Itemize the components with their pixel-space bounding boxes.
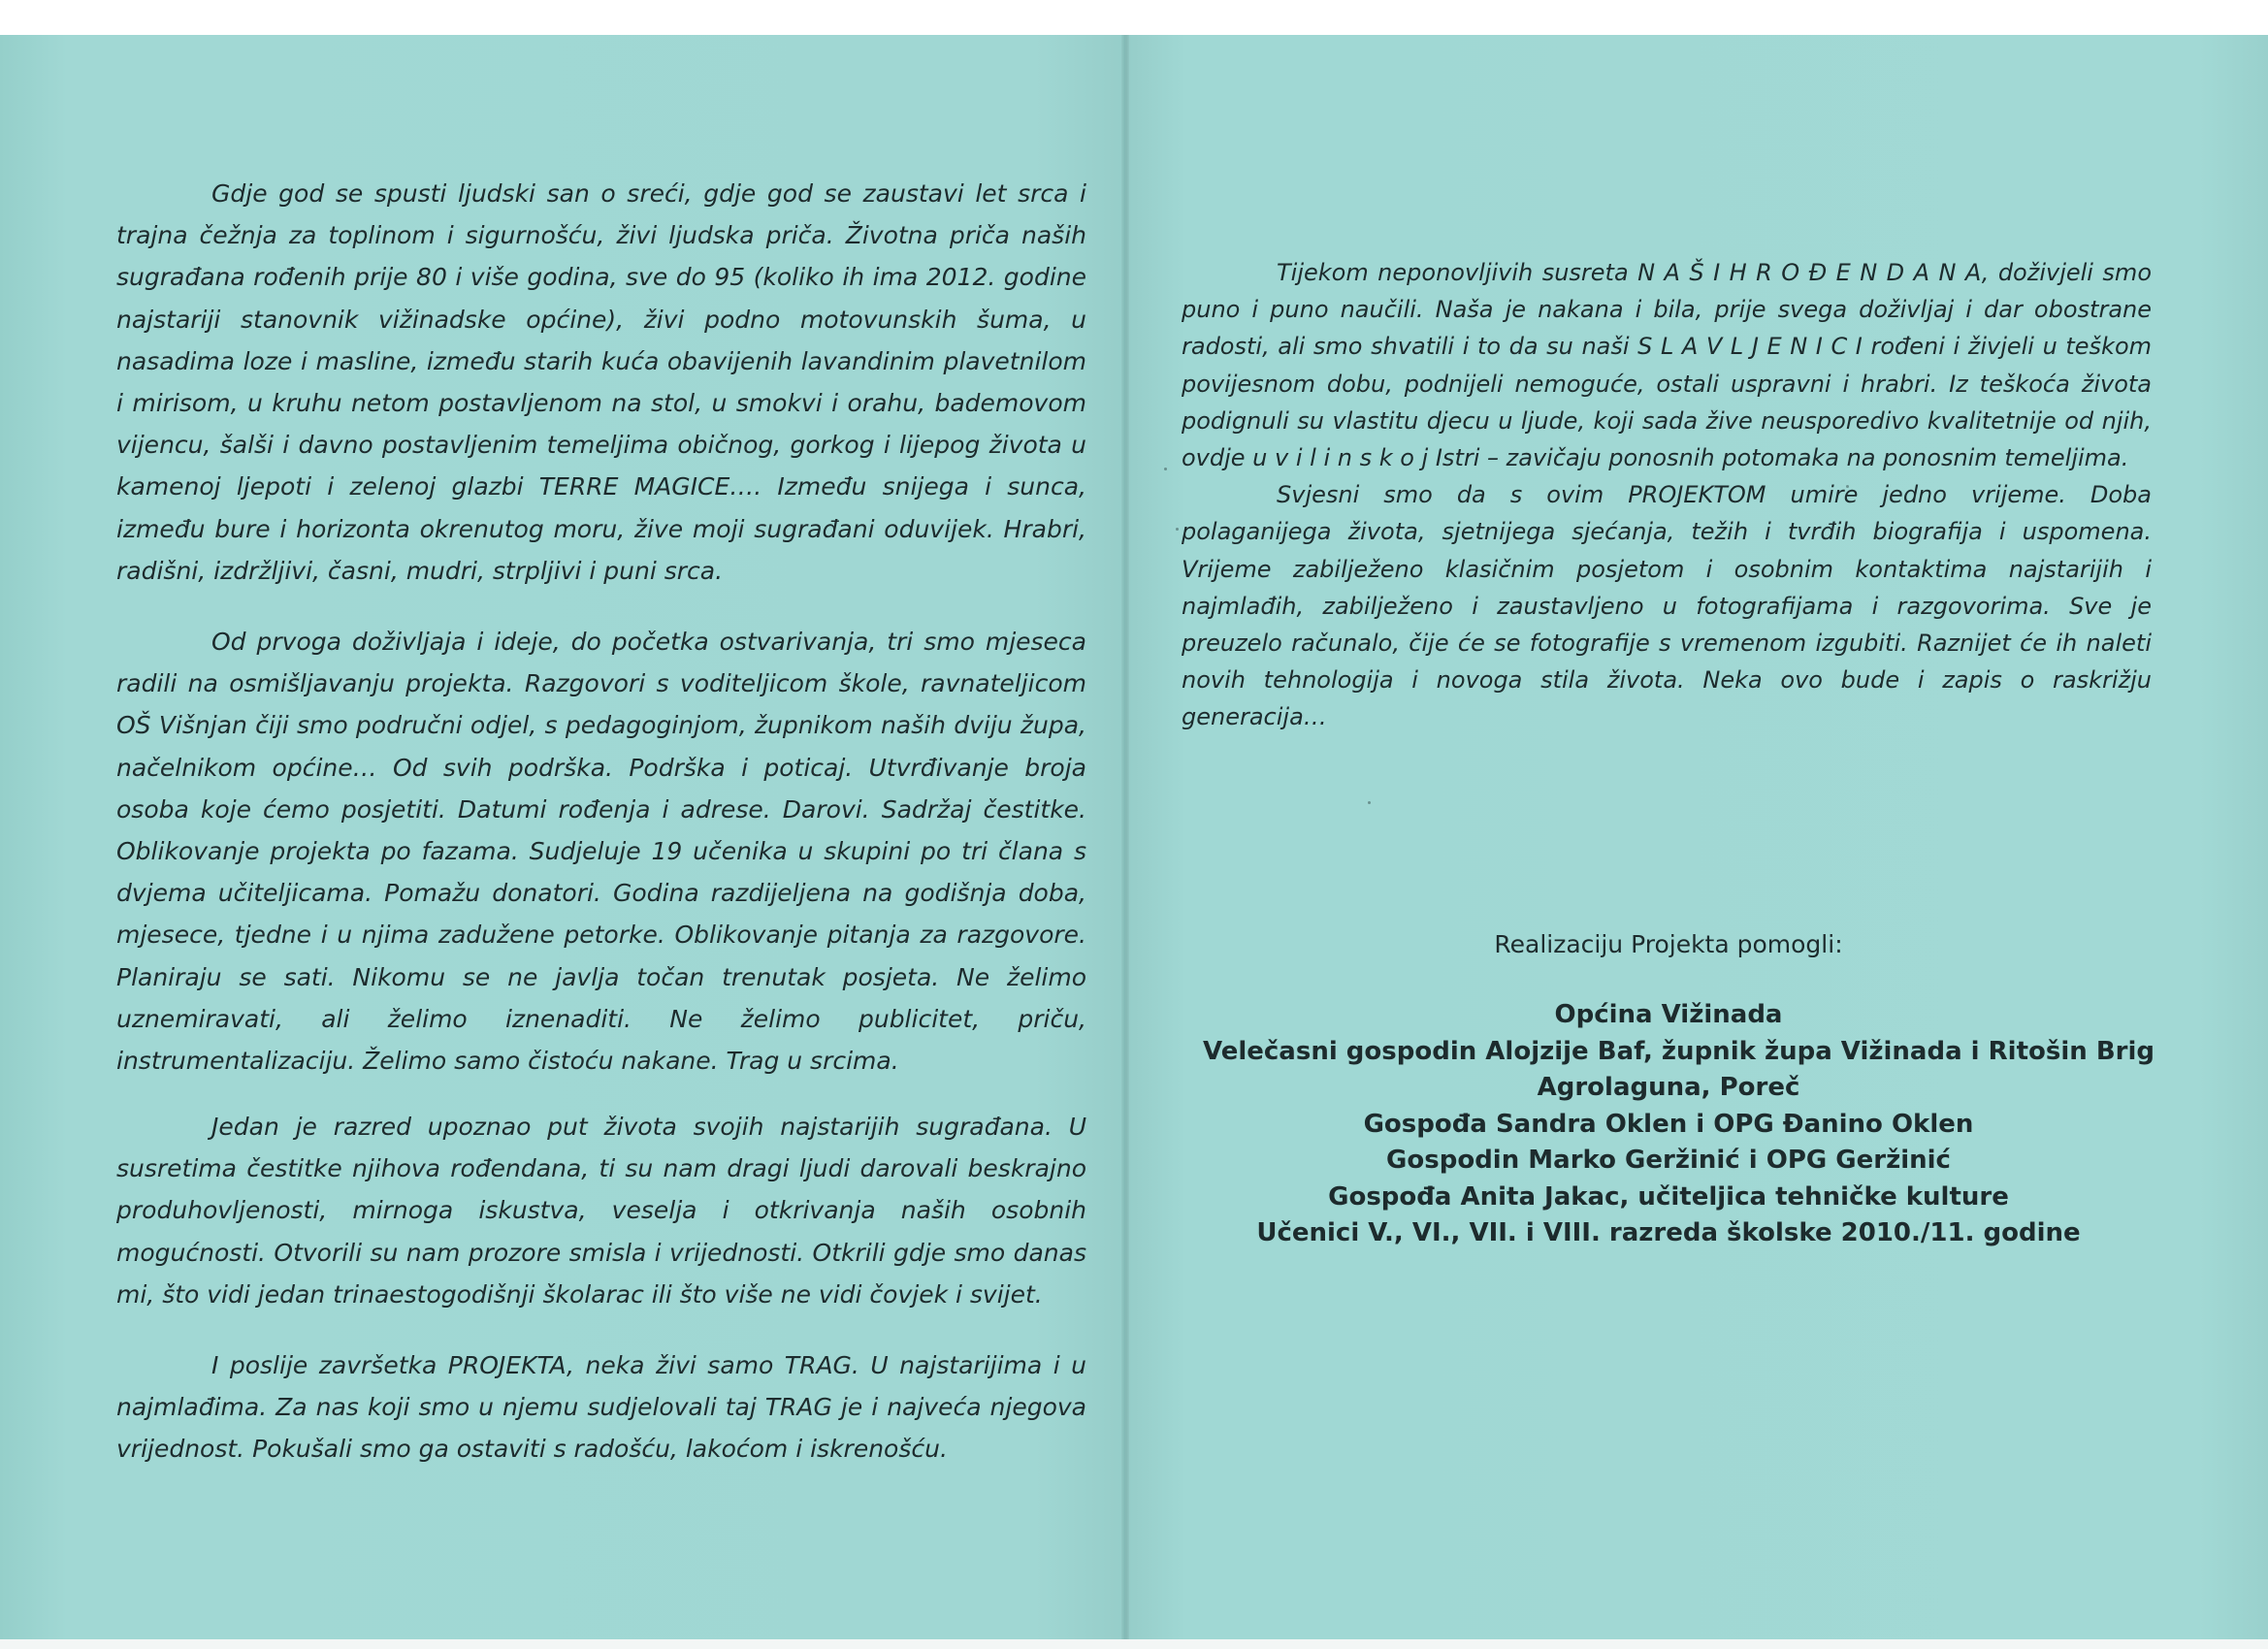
left-paragraph-3: Jedan je razred upoznao put života svojih najstarijih sugrađana. U susretima čestitke njihova rođendana, ti su nam dragi ljudi darovali beskrajno produhovljenosti, mirnoga iskustva, veselja i otkrivanja naših osobnih mogućnosti. Otvorili su nam prozore smisla i vrijednosti. Otkrili gdje smo danas mi, što vidi jedan trinaestogodišnji školarac ili što više ne vidi čovjek i svijet. [116,1113,1086,1309]
credit-line: Gospodin Marko Geržinić i OPG Geržinić [1386,1146,1951,1175]
left-paragraph-2: Od prvoga doživljaja i ideje, do početka ostvarivanja, tri smo mjeseca radili na osmišljavanju projekta. Razgovori s voditeljicom škole, ravnateljicom OŠ Višnjan čiji smo područni odjel, s pedagoginjom, župnikom naših dviju župa, načelnikom općine… Od svih podrška. Podrška i poticaj. Utvrđivanje broja osoba koje ćemo posjetiti. Datumi rođenja i adrese. Darovi. Sadržaj čestitke. Oblikovanje projekta po fazama. Sudjeluje 19 učenika u skupini po tri člana s dvjema učiteljicama. Pomažu donatori. Godina razdijeljena na godišnja doba, mjesece, tjedne i u njima zadužene petorke. Oblikovanje pitanja za razgovore. Planiraju se sati. Nikomu se ne javlja točan trenutak posjeta. Ne želimo uznemiravati, ali želimo iznenaditi. Ne želimo publicitet, priču, instrumentalizaciju. Želimo samo čistoću nakane. Trag u srcima. [116,628,1086,1076]
credit-line: Agrolaguna, Poreč [1537,1073,1800,1102]
left-page [0,35,1125,1649]
credit-line: Učenici V., VI., VII. i VIII. razreda školske 2010./11. godine [1256,1218,2081,1247]
left-paragraph-1: Gdje god se spusti ljudski san o sreći, gdje god se zaustavi let srca i trajna čežnja za toplinom i sigurnošću, živi ljudska priča. Životna priča naših sugrađana rođenih prije 80 i više godina, sve do 95 (koliko ih ima 2012. godine najstariji stanovnik vižinadske općine), živi podno motovunskih šuma, u nasadima loze i masline, između starih kuća obavijenih lavandinim plavetnilom i mirisom, u kruhu netom postavljenom na stol, u smokvi i orahu, bademovom vijencu, šalši i davno postavljenim temeljima običnog, gorkog i lijepog života u kamenoj ljepoti i zelenoj glazbi TERRE MAGICE…. Između snijega i sunca, između bure i horizonta okrenutog moru, žive moji sugrađani oduvijek. Hrabri, radišni, izdržljivi, časni, mudri, strpljivi i puni srca. [116,179,1086,585]
right-text-block [1182,254,2152,736]
paper-speck [1846,485,1849,488]
credits-heading: Realizaciju Projekta pomogli: [1494,930,1843,958]
left-paragraph-4: I poslije završetka PROJEKTA, neka živi samo TRAG. U najstarijima i u najmlađima. Za nas koji smo u njemu sudjelovali taj TRAG je i najveća njegova vrijednost. Pokušali smo ga ostaviti s radošću, lakoćom i iskrenošću. [116,1351,1086,1464]
right-paragraph-2: Svjesni smo da s ovim PROJEKTOM umire jedno vrijeme. Doba polaganijega života, sjetnijega sjećanja, težih i tvrđih biografija i uspomena. Vrijeme zabilježeno klasičnim posjetom i osobnim kontaktima najstarijih i najmlađih, zabilježeno i zaustavljeno u fotografijama i razgovorima. Sve je preuzelo računalo, čije će se fotografije s vremenom izgubiti. Raznijet će ih naleti novih tehnologija i novoga stila života. Neka ovo bude i zapis o raskrižju generacija… [1182,481,2152,731]
credits-section [1203,925,2155,1252]
credit-line: Velečasni gospodin Alojzije Baf, župnik župa Vižinada i Ritošin Brig [1203,1036,2155,1066]
brochure-sheet [0,35,2268,1649]
credit-line: Općina Vižinada [1554,1000,1783,1029]
credit-line: Gospođa Sandra Oklen i OPG Đanino Oklen [1363,1109,1974,1139]
paper-speck [1176,528,1179,531]
paper-speck [1164,468,1167,470]
scan-edge [0,1639,2268,1649]
paper-speck [1368,801,1371,804]
credit-line: Gospođa Anita Jakac, učiteljica tehničke kulture [1328,1181,2009,1212]
right-paragraph-1: Tijekom neponovljivih susreta N A Š I H R O Đ E N D A N A, doživjeli smo puno i puno naučili. Naša je nakana i bila, prije svega doživljaj i dar obostrane radosti, ali smo shvatili i to da su naši S L A V L J E N I C I rođeni i živjeli u teškom povijesnom dobu, podnijeli nemoguće, ostali uspravni i hrabri. Iz teškoća života podignuli su vlastitu djecu u ljude, koji sada žive neusporedivo kvalitetnije od njih, ovdje u v i l i n s k o j Istri – zavičaju ponosnih potomaka na ponosnim temeljima. [1182,259,2152,472]
